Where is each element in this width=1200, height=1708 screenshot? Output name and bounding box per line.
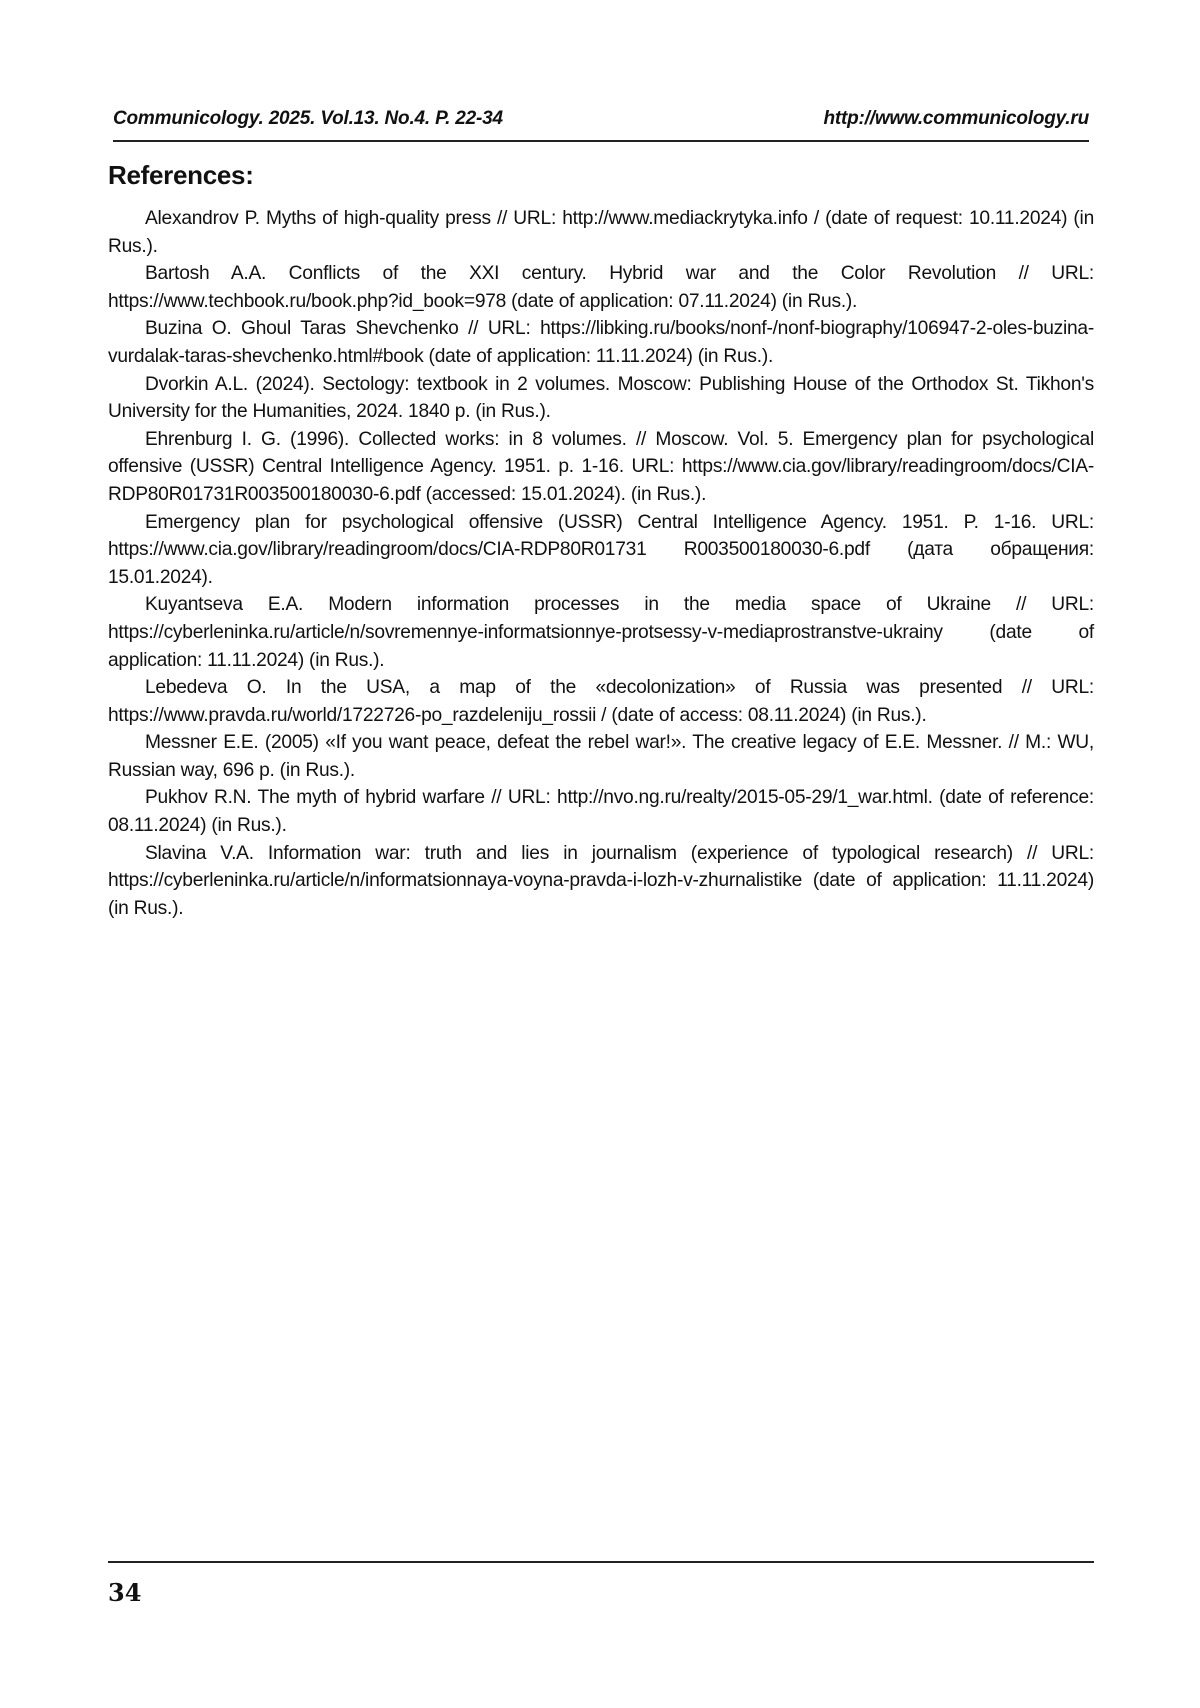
running-header [113, 104, 1089, 142]
reference-item: Slavina V.A. Information war: truth and lies in journalism (experience of typological research) // URL: https://cyberleninka.ru/article/n/informatsionnaya-voyna-pravda-i-lozh-v-zhurnalistike (date of application: 11.11.2024) (in Rus.). [108, 842, 1094, 919]
reference-item: Ehrenburg I. G. (1996). Collected works: in 8 volumes. // Moscow. Vol. 5. Emergency plan for psychological offensive (USSR) Central Intelligence Agency. 1951. p. 1-16. URL: https://www.cia.gov/library/readingroom/docs/CIA-RDP80R01731R003500180030-6.pdf (accessed: 15.01.2024). (in Rus.). [108, 428, 1094, 505]
references-heading: References: [108, 160, 254, 190]
footer-divider [108, 1561, 1094, 1563]
references-section [108, 160, 1094, 922]
reference-item: Pukhov R.N. The myth of hybrid warfare // URL: http://nvo.ng.ru/realty/2015-05-29/1_war.html. (date of reference: 08.11.2024) (in Rus.). [108, 787, 1094, 837]
journal-citation: Communicology. 2025. Vol.13. No.4. P. 22-34 [113, 108, 503, 129]
reference-item: Messner E.E. (2005) «If you want peace, defeat the rebel war!». The creative legacy of E.E. Messner. // M.: WU, Russian way, 696 p. (in Rus.). [108, 732, 1094, 781]
page-number: 34 [108, 1578, 142, 1607]
reference-item: Bartosh A.A. Conflicts of the XXI century. Hybrid war and the Color Revolution // URL: https://www.techbook.ru/book.php?id_book=978 (date of application: 07.11.2024) (in Rus.). [108, 263, 1094, 312]
reference-item: Emergency plan for psychological offensive (USSR) Central Intelligence Agency. 1951. P. 1-16. URL: https://www.cia.gov/library/readingroom/docs/CIA-RDP80R01731 R003500180030-6.pdf (дата обращения: 15.01.2024). [108, 511, 1094, 588]
reference-item: Kuyantseva E.A. Modern information processes in the media space of Ukraine // URL: https://cyberleninka.ru/article/n/sovremennye-informatsionnye-protsessy-v-mediaprostranstve-ukrainy (date of application: 11.11.2024) (in Rus.). [108, 594, 1094, 671]
reference-item: Alexandrov P. Myths of high-quality press // URL: http://www.mediackrytyka.info / (date of request: 10.11.2024) (in Rus.). [108, 208, 1094, 257]
journal-url: http://www.communicology.ru [823, 108, 1089, 129]
reference-item: Lebedeva O. In the USA, a map of the «decolonization» of Russia was presented // URL: https://www.pravda.ru/world/1722726-po_razdeleniju_rossii / (date of access: 08.11.2024) (in Rus.). [108, 677, 1094, 726]
reference-item: Dvorkin A.L. (2024). Sectology: textbook in 2 volumes. Moscow: Publishing House of the Orthodox St. Tikhon's University for the Humanities, 2024. 1840 p. (in Rus.). [108, 373, 1094, 423]
reference-item: Buzina O. Ghoul Taras Shevchenko // URL: https://libking.ru/books/nonf-/nonf-biography/106947-2-oles-buzina-vurdalak-taras-shevchenko.html#book (date of application: 11.11.2024) (in Rus.). [108, 318, 1094, 367]
reference-list [108, 205, 1094, 922]
